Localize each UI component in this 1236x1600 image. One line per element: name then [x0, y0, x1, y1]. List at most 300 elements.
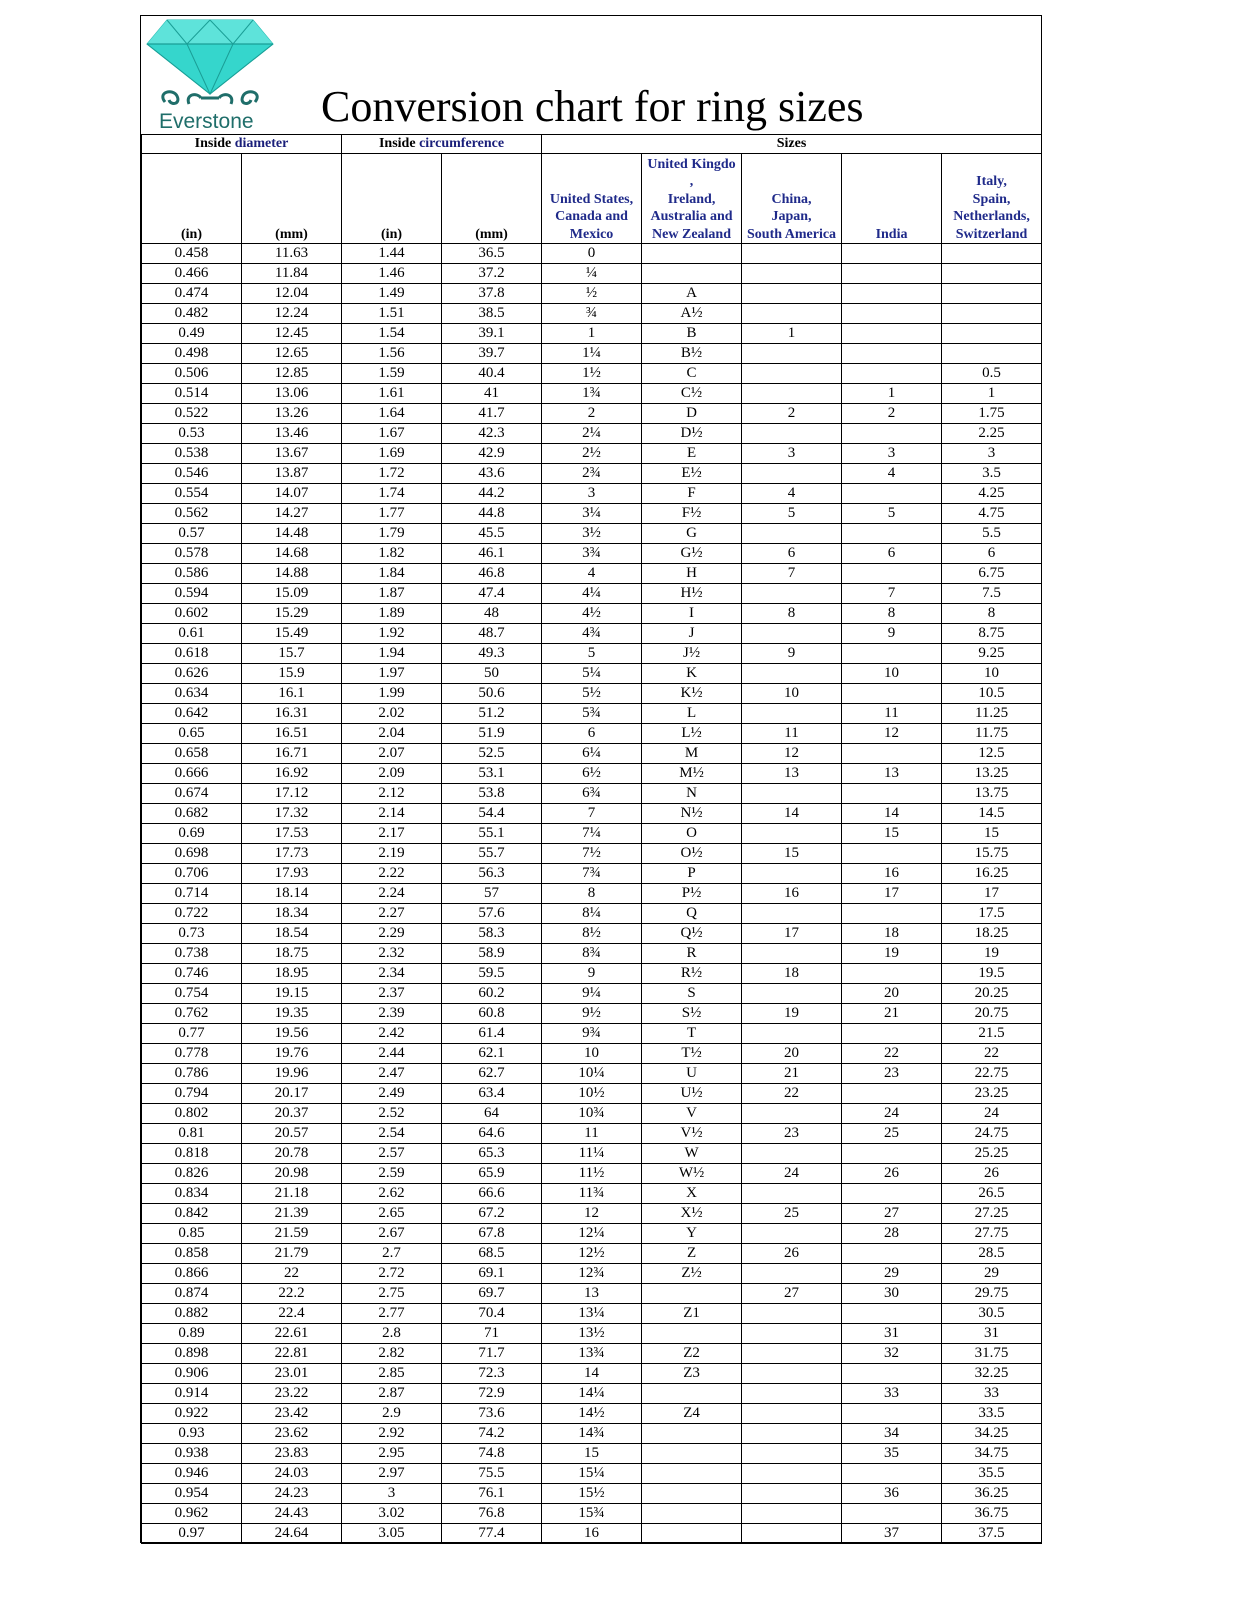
cell-us-size: 14: [542, 1364, 642, 1384]
cell-us-size: 15½: [542, 1484, 642, 1504]
cell-circumference-mm: 69.1: [442, 1264, 542, 1284]
cell-diameter-in: 0.698: [142, 844, 242, 864]
cell-diameter-mm: 17.12: [242, 784, 342, 804]
cell-circumference-mm: 46.8: [442, 564, 542, 584]
cell-circumference-in: 2.17: [342, 824, 442, 844]
cell-us-size: 2¾: [542, 464, 642, 484]
cell-diameter-mm: 15.9: [242, 664, 342, 684]
cell-uk-size: H: [642, 564, 742, 584]
cell-circumference-mm: 56.3: [442, 864, 542, 884]
cell-china-size: 15: [742, 844, 842, 864]
cell-circumference-in: 2.04: [342, 724, 442, 744]
cell-us-size: 12¼: [542, 1224, 642, 1244]
cell-uk-size: D½: [642, 424, 742, 444]
cell-india-size: [842, 684, 942, 704]
table-row: [142, 1324, 1042, 1344]
cell-italy-size: 35.5: [942, 1464, 1042, 1484]
header-area: [141, 16, 1041, 135]
cell-us-size: 5½: [542, 684, 642, 704]
cell-china-size: [742, 284, 842, 304]
cell-diameter-mm: 23.42: [242, 1404, 342, 1424]
cell-circumference-in: 1.94: [342, 644, 442, 664]
cell-italy-size: 28.5: [942, 1244, 1042, 1264]
cell-china-size: 18: [742, 964, 842, 984]
cell-circumference-in: 1.69: [342, 444, 442, 464]
cell-india-size: 29: [842, 1264, 942, 1284]
cell-india-size: 10: [842, 664, 942, 684]
cell-circumference-mm: 76.1: [442, 1484, 542, 1504]
cell-circumference-mm: 65.3: [442, 1144, 542, 1164]
cell-us-size: ¼: [542, 264, 642, 284]
cell-china-size: [742, 364, 842, 384]
cell-china-size: [742, 1384, 842, 1404]
cell-diameter-in: 0.914: [142, 1384, 242, 1404]
cell-circumference-mm: 41.7: [442, 404, 542, 424]
cell-india-size: 27: [842, 1204, 942, 1224]
cell-diameter-mm: 24.03: [242, 1464, 342, 1484]
cell-circumference-in: 2.67: [342, 1224, 442, 1244]
table-row: [142, 1284, 1042, 1304]
group-inside-diameter: Inside diameter: [142, 134, 342, 154]
cell-us-size: ½: [542, 284, 642, 304]
cell-circumference-mm: 62.7: [442, 1064, 542, 1084]
cell-diameter-mm: 12.45: [242, 324, 342, 344]
cell-diameter-in: 0.97: [142, 1524, 242, 1544]
cell-diameter-mm: 20.78: [242, 1144, 342, 1164]
table-row: [142, 1244, 1042, 1264]
cell-china-size: [742, 784, 842, 804]
cell-india-size: 21: [842, 1004, 942, 1024]
cell-italy-size: 23.25: [942, 1084, 1042, 1104]
cell-uk-size: C: [642, 364, 742, 384]
cell-italy-size: 6.75: [942, 564, 1042, 584]
cell-italy-size: 19: [942, 944, 1042, 964]
cell-diameter-in: 0.53: [142, 424, 242, 444]
cell-diameter-in: 0.962: [142, 1504, 242, 1524]
cell-china-size: [742, 1504, 842, 1524]
cell-china-size: [742, 1404, 842, 1424]
cell-diameter-in: 0.818: [142, 1144, 242, 1164]
cell-india-size: 15: [842, 824, 942, 844]
cell-italy-size: 22: [942, 1044, 1042, 1064]
cell-china-size: [742, 1144, 842, 1164]
cell-circumference-in: 2.07: [342, 744, 442, 764]
cell-uk-size: G½: [642, 544, 742, 564]
cell-china-size: [742, 1104, 842, 1124]
cell-diameter-mm: 21.79: [242, 1244, 342, 1264]
cell-circumference-in: 1.77: [342, 504, 442, 524]
cell-us-size: 2½: [542, 444, 642, 464]
cell-india-size: 37: [842, 1524, 942, 1544]
cell-uk-size: [642, 1384, 742, 1404]
cell-china-size: [742, 1424, 842, 1444]
col-china-japan-south-america: China, Japan, South America: [742, 154, 842, 244]
cell-uk-size: F: [642, 484, 742, 504]
cell-italy-size: 10.5: [942, 684, 1042, 704]
cell-diameter-in: 0.514: [142, 384, 242, 404]
cell-diameter-mm: 23.22: [242, 1384, 342, 1404]
cell-china-size: 24: [742, 1164, 842, 1184]
cell-us-size: 9¼: [542, 984, 642, 1004]
table-row: [142, 1084, 1042, 1104]
cell-india-size: 14: [842, 804, 942, 824]
cell-circumference-in: 1.49: [342, 284, 442, 304]
cell-diameter-mm: 17.73: [242, 844, 342, 864]
cell-circumference-in: 1.59: [342, 364, 442, 384]
cell-uk-size: N: [642, 784, 742, 804]
cell-diameter-mm: 12.24: [242, 304, 342, 324]
cell-italy-size: 31.75: [942, 1344, 1042, 1364]
cell-circumference-mm: 51.2: [442, 704, 542, 724]
cell-circumference-in: 1.64: [342, 404, 442, 424]
cell-italy-size: 18.25: [942, 924, 1042, 944]
cell-diameter-mm: 13.06: [242, 384, 342, 404]
cell-diameter-mm: 12.04: [242, 284, 342, 304]
cell-circumference-in: 1.46: [342, 264, 442, 284]
table-row: [142, 524, 1042, 544]
cell-india-size: [842, 344, 942, 364]
cell-italy-size: 36.25: [942, 1484, 1042, 1504]
cell-uk-size: U½: [642, 1084, 742, 1104]
cell-china-size: [742, 1184, 842, 1204]
cell-china-size: [742, 944, 842, 964]
cell-china-size: 12: [742, 744, 842, 764]
cell-diameter-mm: 22.4: [242, 1304, 342, 1324]
cell-us-size: 16: [542, 1524, 642, 1544]
cell-china-size: [742, 704, 842, 724]
cell-diameter-in: 0.474: [142, 284, 242, 304]
cell-india-size: 30: [842, 1284, 942, 1304]
cell-china-size: 9: [742, 644, 842, 664]
cell-circumference-mm: 60.8: [442, 1004, 542, 1024]
cell-circumference-mm: 72.9: [442, 1384, 542, 1404]
cell-us-size: 1: [542, 324, 642, 344]
table-row: [142, 304, 1042, 324]
cell-circumference-in: 2.59: [342, 1164, 442, 1184]
cell-us-size: 13¼: [542, 1304, 642, 1324]
cell-china-size: 23: [742, 1124, 842, 1144]
cell-italy-size: 25.25: [942, 1144, 1042, 1164]
cell-diameter-in: 0.586: [142, 564, 242, 584]
cell-india-size: [842, 524, 942, 544]
cell-diameter-in: 0.57: [142, 524, 242, 544]
cell-italy-size: 1.75: [942, 404, 1042, 424]
cell-circumference-in: 2.49: [342, 1084, 442, 1104]
cell-circumference-mm: 39.7: [442, 344, 542, 364]
cell-diameter-mm: 16.31: [242, 704, 342, 724]
table-row: [142, 1524, 1042, 1544]
cell-uk-size: [642, 1484, 742, 1504]
cell-circumference-in: 2.14: [342, 804, 442, 824]
cell-circumference-in: 2.27: [342, 904, 442, 924]
cell-diameter-in: 0.458: [142, 244, 242, 264]
cell-india-size: [842, 484, 942, 504]
cell-circumference-in: 2.37: [342, 984, 442, 1004]
cell-italy-size: 21.5: [942, 1024, 1042, 1044]
table-row: [142, 664, 1042, 684]
cell-italy-size: 10: [942, 664, 1042, 684]
table-row: [142, 484, 1042, 504]
table-row: [142, 964, 1042, 984]
cell-india-size: [842, 644, 942, 664]
cell-italy-size: 33: [942, 1384, 1042, 1404]
cell-circumference-mm: 69.7: [442, 1284, 542, 1304]
cell-diameter-mm: 24.23: [242, 1484, 342, 1504]
cell-circumference-in: 2.57: [342, 1144, 442, 1164]
cell-us-size: 14½: [542, 1404, 642, 1424]
cell-india-size: [842, 364, 942, 384]
cell-uk-size: Z½: [642, 1264, 742, 1284]
cell-china-size: 17: [742, 924, 842, 944]
cell-circumference-mm: 44.8: [442, 504, 542, 524]
cell-italy-size: 34.25: [942, 1424, 1042, 1444]
cell-us-size: 7: [542, 804, 642, 824]
cell-italy-size: 19.5: [942, 964, 1042, 984]
cell-diameter-mm: 17.53: [242, 824, 342, 844]
cell-india-size: [842, 1464, 942, 1484]
cell-india-size: 31: [842, 1324, 942, 1344]
cell-diameter-in: 0.866: [142, 1264, 242, 1284]
cell-italy-size: 8: [942, 604, 1042, 624]
cell-circumference-mm: 74.8: [442, 1444, 542, 1464]
table-row: [142, 1484, 1042, 1504]
cell-circumference-mm: 41: [442, 384, 542, 404]
cell-italy-size: 17: [942, 884, 1042, 904]
cell-diameter-mm: 12.65: [242, 344, 342, 364]
cell-china-size: [742, 344, 842, 364]
cell-diameter-in: 0.634: [142, 684, 242, 704]
cell-india-size: [842, 1024, 942, 1044]
cell-india-size: [842, 1144, 942, 1164]
cell-diameter-in: 0.69: [142, 824, 242, 844]
cell-us-size: 9: [542, 964, 642, 984]
cell-china-size: [742, 904, 842, 924]
cell-diameter-mm: 18.95: [242, 964, 342, 984]
cell-uk-size: E½: [642, 464, 742, 484]
cell-diameter-in: 0.538: [142, 444, 242, 464]
col-circumference-mm: (mm): [442, 154, 542, 244]
cell-diameter-mm: 19.35: [242, 1004, 342, 1024]
table-row: [142, 944, 1042, 964]
cell-diameter-in: 0.882: [142, 1304, 242, 1324]
cell-china-size: 13: [742, 764, 842, 784]
cell-circumference-mm: 59.5: [442, 964, 542, 984]
cell-diameter-in: 0.65: [142, 724, 242, 744]
cell-diameter-mm: 13.46: [242, 424, 342, 444]
cell-italy-size: 1: [942, 384, 1042, 404]
table-row: [142, 704, 1042, 724]
cell-us-size: 3¾: [542, 544, 642, 564]
cell-circumference-mm: 47.4: [442, 584, 542, 604]
brand-name: Everstone: [159, 110, 254, 133]
cell-diameter-mm: 11.84: [242, 264, 342, 284]
cell-circumference-mm: 63.4: [442, 1084, 542, 1104]
cell-india-size: 35: [842, 1444, 942, 1464]
cell-italy-size: 37.5: [942, 1524, 1042, 1544]
table-row: [142, 584, 1042, 604]
cell-circumference-in: 2.87: [342, 1384, 442, 1404]
table-row: [142, 904, 1042, 924]
cell-us-size: 4¼: [542, 584, 642, 604]
table-body: [142, 244, 1042, 1544]
table-row: [142, 404, 1042, 424]
cell-uk-size: [642, 1524, 742, 1544]
cell-china-size: [742, 1344, 842, 1364]
cell-diameter-mm: 18.54: [242, 924, 342, 944]
cell-italy-size: 13.75: [942, 784, 1042, 804]
cell-diameter-in: 0.642: [142, 704, 242, 724]
cell-diameter-in: 0.898: [142, 1344, 242, 1364]
cell-italy-size: 15: [942, 824, 1042, 844]
cell-india-size: 16: [842, 864, 942, 884]
cell-india-size: 24: [842, 1104, 942, 1124]
cell-uk-size: [642, 1504, 742, 1524]
table-row: [142, 1144, 1042, 1164]
table-row: [142, 684, 1042, 704]
cell-diameter-in: 0.562: [142, 504, 242, 524]
cell-circumference-in: 2.62: [342, 1184, 442, 1204]
table-row: [142, 1424, 1042, 1444]
cell-circumference-in: 1.51: [342, 304, 442, 324]
cell-india-size: 25: [842, 1124, 942, 1144]
cell-diameter-in: 0.858: [142, 1244, 242, 1264]
cell-us-size: 13: [542, 1284, 642, 1304]
cell-diameter-mm: 12.85: [242, 364, 342, 384]
cell-diameter-in: 0.506: [142, 364, 242, 384]
cell-diameter-in: 0.794: [142, 1084, 242, 1104]
cell-circumference-mm: 60.2: [442, 984, 542, 1004]
cell-diameter-mm: 21.59: [242, 1224, 342, 1244]
cell-us-size: 11¾: [542, 1184, 642, 1204]
cell-us-size: 15¼: [542, 1464, 642, 1484]
table-row: [142, 1204, 1042, 1224]
col-diameter-mm: (mm): [242, 154, 342, 244]
cell-diameter-mm: 11.63: [242, 244, 342, 264]
cell-diameter-mm: 19.15: [242, 984, 342, 1004]
cell-us-size: 1¼: [542, 344, 642, 364]
cell-circumference-in: 2.44: [342, 1044, 442, 1064]
table-row: [142, 884, 1042, 904]
cell-diameter-in: 0.738: [142, 944, 242, 964]
cell-india-size: 9: [842, 624, 942, 644]
cell-india-size: 12: [842, 724, 942, 744]
cell-diameter-mm: 23.83: [242, 1444, 342, 1464]
cell-uk-size: Z2: [642, 1344, 742, 1364]
cell-italy-size: 24: [942, 1104, 1042, 1124]
table-row: [142, 284, 1042, 304]
cell-italy-size: 17.5: [942, 904, 1042, 924]
cell-india-size: [842, 844, 942, 864]
cell-us-size: 6½: [542, 764, 642, 784]
cell-circumference-in: 1.61: [342, 384, 442, 404]
cell-india-size: 18: [842, 924, 942, 944]
table-row: [142, 444, 1042, 464]
cell-diameter-in: 0.466: [142, 264, 242, 284]
cell-uk-size: G: [642, 524, 742, 544]
cell-circumference-mm: 48: [442, 604, 542, 624]
table-row: [142, 384, 1042, 404]
cell-uk-size: F½: [642, 504, 742, 524]
cell-india-size: [842, 1244, 942, 1264]
table-row: [142, 1044, 1042, 1064]
cell-uk-size: M½: [642, 764, 742, 784]
cell-china-size: 20: [742, 1044, 842, 1064]
group-header-row: [142, 134, 1042, 154]
cell-italy-size: 27.75: [942, 1224, 1042, 1244]
cell-uk-size: R: [642, 944, 742, 964]
cell-india-size: [842, 304, 942, 324]
cell-circumference-mm: 42.3: [442, 424, 542, 444]
cell-diameter-mm: 22.81: [242, 1344, 342, 1364]
cell-china-size: 11: [742, 724, 842, 744]
cell-india-size: [842, 324, 942, 344]
cell-india-size: 19: [842, 944, 942, 964]
cell-circumference-mm: 39.1: [442, 324, 542, 344]
table-row: [142, 1224, 1042, 1244]
cell-diameter-in: 0.61: [142, 624, 242, 644]
cell-circumference-mm: 54.4: [442, 804, 542, 824]
cell-us-size: 14¾: [542, 1424, 642, 1444]
cell-circumference-mm: 37.8: [442, 284, 542, 304]
cell-circumference-mm: 61.4: [442, 1024, 542, 1044]
cell-diameter-mm: 13.87: [242, 464, 342, 484]
cell-china-size: [742, 1224, 842, 1244]
table-row: [142, 624, 1042, 644]
table-row: [142, 324, 1042, 344]
cell-china-size: 26: [742, 1244, 842, 1264]
cell-italy-size: [942, 284, 1042, 304]
table-row: [142, 264, 1042, 284]
cell-circumference-mm: 46.1: [442, 544, 542, 564]
cell-italy-size: 7.5: [942, 584, 1042, 604]
cell-india-size: [842, 1504, 942, 1524]
cell-india-size: 6: [842, 544, 942, 564]
cell-us-size: 7¼: [542, 824, 642, 844]
cell-circumference-in: 2.72: [342, 1264, 442, 1284]
cell-india-size: 8: [842, 604, 942, 624]
cell-china-size: [742, 304, 842, 324]
cell-circumference-mm: 40.4: [442, 364, 542, 384]
cell-circumference-mm: 76.8: [442, 1504, 542, 1524]
cell-italy-size: [942, 324, 1042, 344]
cell-circumference-in: 2.65: [342, 1204, 442, 1224]
cell-us-size: 8¼: [542, 904, 642, 924]
cell-india-size: 28: [842, 1224, 942, 1244]
cell-circumference-mm: 53.1: [442, 764, 542, 784]
cell-diameter-in: 0.706: [142, 864, 242, 884]
cell-circumference-in: 1.99: [342, 684, 442, 704]
cell-uk-size: C½: [642, 384, 742, 404]
cell-uk-size: K: [642, 664, 742, 684]
cell-italy-size: 15.75: [942, 844, 1042, 864]
cell-us-size: 7½: [542, 844, 642, 864]
cell-circumference-mm: 38.5: [442, 304, 542, 324]
table-row: [142, 1264, 1042, 1284]
cell-uk-size: [642, 244, 742, 264]
table-row: [142, 1184, 1042, 1204]
cell-us-size: 15: [542, 1444, 642, 1464]
cell-diameter-mm: 17.93: [242, 864, 342, 884]
cell-italy-size: 2.25: [942, 424, 1042, 444]
cell-us-size: 10: [542, 1044, 642, 1064]
cell-uk-size: [642, 1424, 742, 1444]
cell-china-size: 21: [742, 1064, 842, 1084]
table-row: [142, 1504, 1042, 1524]
cell-china-size: 27: [742, 1284, 842, 1304]
cell-circumference-mm: 55.7: [442, 844, 542, 864]
cell-circumference-in: 2.42: [342, 1024, 442, 1044]
cell-italy-size: 11.25: [942, 704, 1042, 724]
